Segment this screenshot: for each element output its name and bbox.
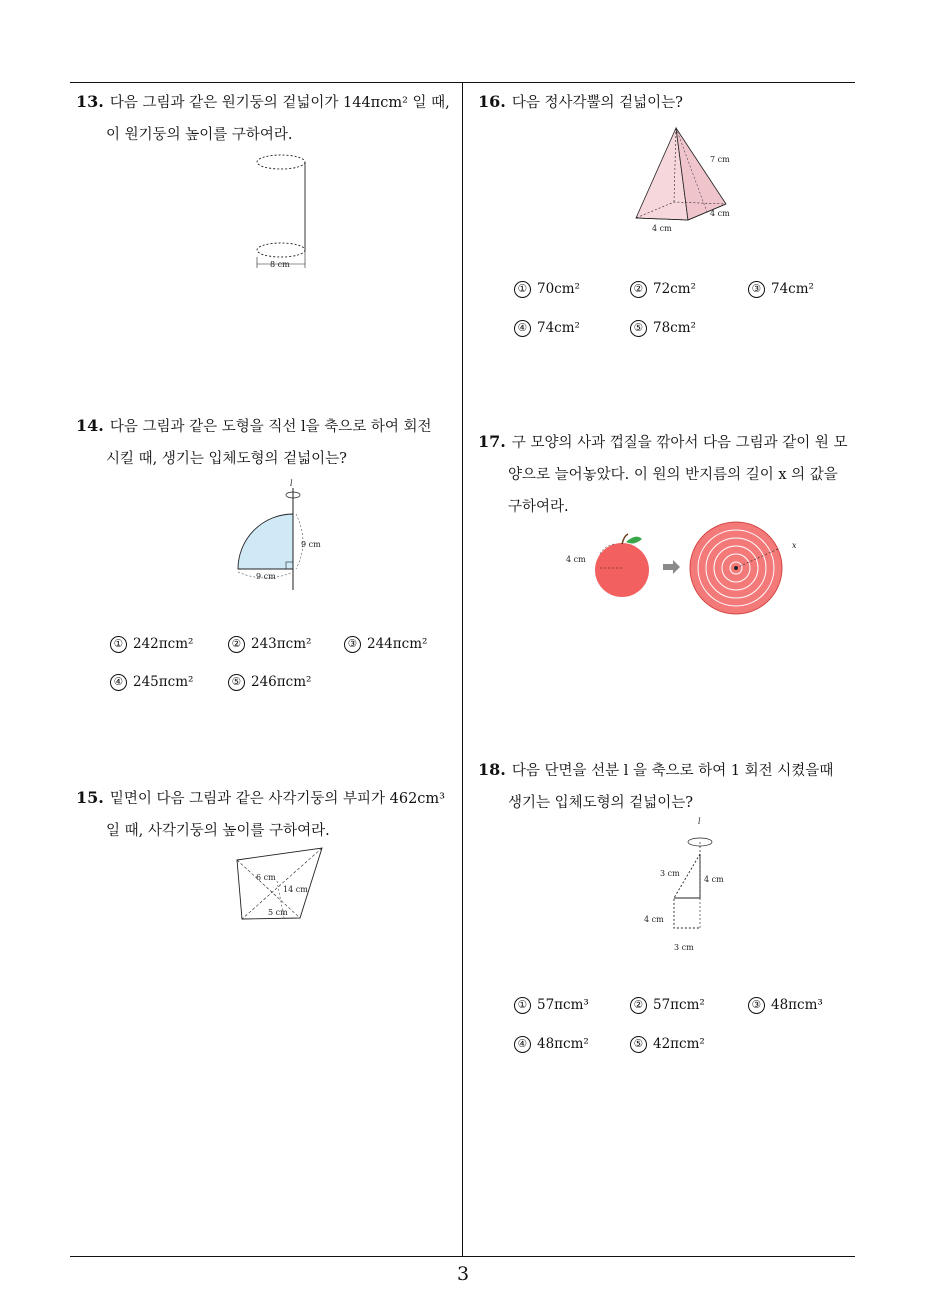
apple-peel-figure: [560, 532, 810, 620]
question-number: 18.: [478, 760, 506, 779]
question-number: 13.: [76, 92, 104, 111]
question-text: 시킬 때, 생기는 입체도형의 겉넓이는?: [106, 451, 347, 467]
question-text: 양으로 늘어놓았다. 이 원의 반지름의 길이 x 의 값을: [508, 467, 838, 483]
diag-label-b: 14 cm: [283, 885, 308, 894]
slant-label: 3 cm: [660, 869, 680, 878]
choice-4[interactable]: ④ 74cm²: [514, 320, 580, 337]
question-14: [76, 410, 460, 475]
lower-height-label: 4 cm: [644, 915, 664, 924]
choice-3[interactable]: ③ 48πcm³: [748, 997, 823, 1014]
base-edge-label-b: 4 cm: [652, 224, 672, 233]
apple-radius-label: 4 cm: [566, 555, 586, 564]
radius-x-label: x: [792, 541, 797, 550]
question-text: 다음 정사각뿔의 겉넓이는?: [511, 95, 683, 111]
question-text: 다음 그림과 같은 원기둥의 겉넓이가 144πcm² 일 때,: [109, 95, 450, 111]
axis-label: l: [698, 817, 701, 826]
question-number: 14.: [76, 416, 104, 435]
question-number: 15.: [76, 788, 104, 807]
question-text: 일 때, 사각기둥의 높이를 구하여라.: [106, 823, 330, 839]
quadrilateral-figure: [232, 846, 332, 926]
pyramid-figure: [630, 124, 740, 234]
page-number: 3: [456, 1263, 470, 1285]
base-edge-label-a: 4 cm: [710, 209, 730, 218]
question-15: [76, 782, 460, 847]
choice-5[interactable]: ⑤ 78cm²: [630, 320, 696, 337]
choice-1[interactable]: ① 70cm²: [514, 281, 580, 298]
choice-2[interactable]: ② 57πcm²: [630, 997, 705, 1014]
choice-5[interactable]: ⑤ 246πcm²: [228, 674, 311, 691]
choice-3[interactable]: ③ 74cm²: [748, 281, 814, 298]
quarter-circle-figure: [228, 478, 338, 598]
question-text: 구하여라.: [508, 499, 569, 515]
question-text: 다음 그림과 같은 도형을 직선 l을 축으로 하여 회전: [109, 419, 432, 435]
choice-4[interactable]: ④ 245πcm²: [110, 674, 193, 691]
cross-section-figure: [640, 814, 730, 954]
choice-1[interactable]: ① 242πcm²: [110, 636, 193, 653]
choice-2[interactable]: ② 243πcm²: [228, 636, 311, 653]
question-16: [478, 86, 862, 119]
slant-height-label: 7 cm: [710, 155, 730, 164]
upper-height-label: 4 cm: [704, 875, 724, 884]
choice-1[interactable]: ① 57πcm³: [514, 997, 589, 1014]
question-text: 생기는 입체도형의 겉넓이는?: [508, 795, 694, 811]
question-18: [478, 754, 862, 819]
cylinder-figure: [240, 148, 320, 278]
question-number: 16.: [478, 92, 506, 111]
question-text: 이 원기둥의 높이를 구하여라.: [106, 127, 293, 143]
question-13: [76, 86, 460, 151]
cylinder-diameter-label: 8 cm: [270, 260, 290, 269]
question-text: 밑면이 다음 그림과 같은 사각기둥의 부피가 462cm³: [109, 791, 445, 807]
question-17: [478, 426, 862, 523]
bottom-rule: [70, 1256, 855, 1257]
bottom-width-label: 3 cm: [674, 943, 694, 952]
base-label: 9 cm: [256, 572, 276, 581]
choice-5[interactable]: ⑤ 42πcm²: [630, 1036, 705, 1053]
choice-2[interactable]: ② 72cm²: [630, 281, 696, 298]
radius-label: 9 cm: [301, 540, 321, 549]
question-text: 구 모양의 사과 껍질을 깎아서 다음 그림과 같이 원 모: [511, 435, 848, 451]
choice-4[interactable]: ④ 48πcm²: [514, 1036, 589, 1053]
diag-label-a: 6 cm: [256, 873, 276, 882]
question-text: 다음 단면을 선분 l 을 축으로 하여 1 회전 시켰을때: [511, 763, 834, 779]
diag-label-c: 5 cm: [268, 908, 288, 917]
choice-3[interactable]: ③ 244πcm²: [344, 636, 427, 653]
question-number: 17.: [478, 432, 506, 451]
center-divider: [462, 82, 463, 1257]
axis-label: l: [290, 479, 293, 488]
